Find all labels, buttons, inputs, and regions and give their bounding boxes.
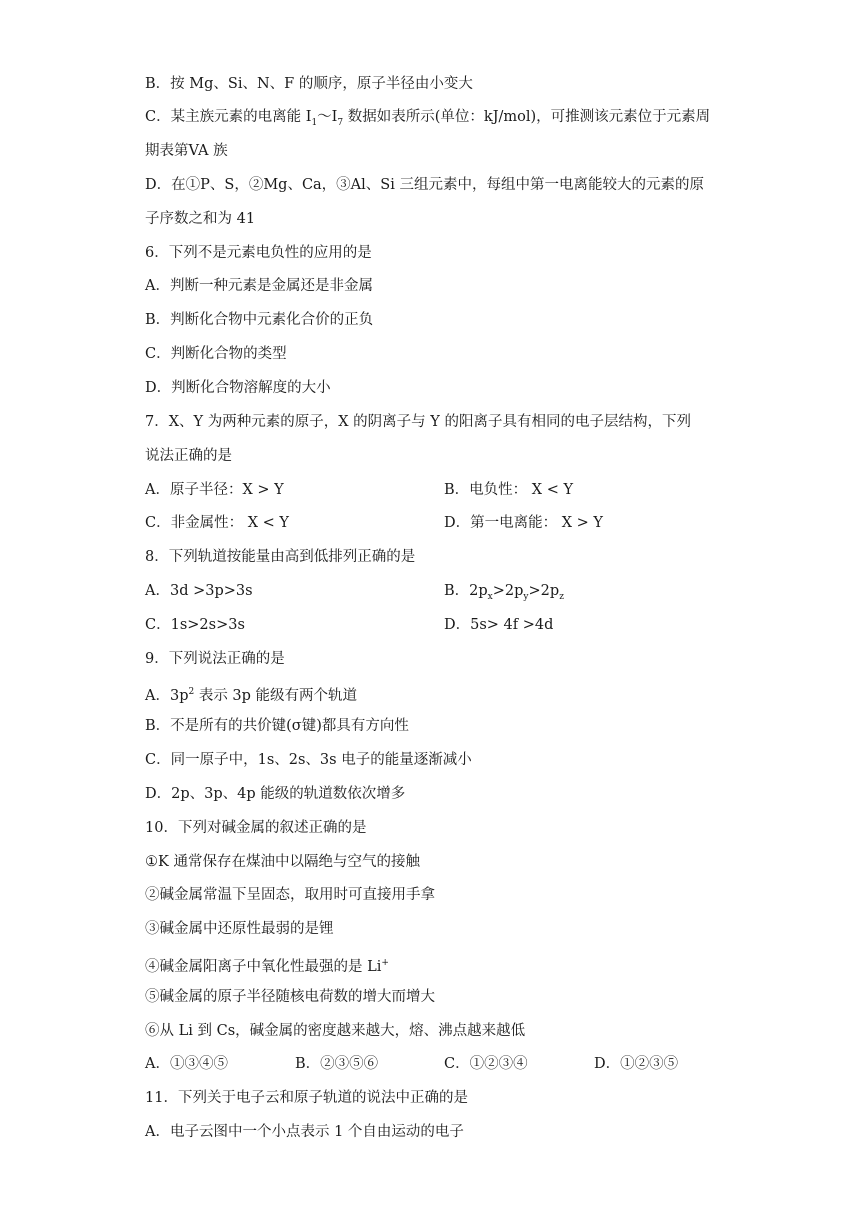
q6-option-c: C．判断化合物的类型 bbox=[145, 346, 287, 362]
q7-stem-line2: 说法正确的是 bbox=[145, 448, 232, 464]
q10-option-a: A．①③④⑤ bbox=[145, 1056, 228, 1072]
q10-stem: 10．下列对碱金属的叙述正确的是 bbox=[145, 820, 367, 836]
q9-option-c: C．同一原子中，1s、2s、3s 电子的能量逐渐减小 bbox=[145, 752, 472, 768]
q7-option-b: B．电负性： X < Y bbox=[444, 482, 574, 498]
q9-option-a: A．$3p^2$ 表示 3p 能级有两个轨道 bbox=[145, 687, 358, 704]
q7-option-d: D．第一电离能： X > Y bbox=[444, 515, 603, 531]
q7-option-a: A．原子半径：X > Y bbox=[145, 482, 284, 498]
q10-option-d: D．①②③⑤ bbox=[594, 1056, 679, 1072]
q10-statement-3: ③碱金属中还原性最弱的是锂 bbox=[145, 921, 334, 937]
q5-option-c-line2: 期表第VA 族 bbox=[145, 143, 228, 159]
q6-option-a: A．判断一种元素是金属还是非金属 bbox=[145, 278, 373, 294]
q9-option-d: D．2p、3p、4p 能级的轨道数依次增多 bbox=[145, 786, 406, 802]
q10-option-c: C．①②③④ bbox=[444, 1056, 528, 1072]
q5-option-c-line1: C．某主族元素的电离能 $I_1\sim I_7$ 数据如表所示(单位：kJ/mol)，可推测该元素位于元素周 bbox=[145, 109, 711, 128]
q8-option-a: A．3d >3p>3s bbox=[145, 583, 253, 599]
q9-stem: 9．下列说法正确的是 bbox=[145, 651, 285, 667]
q7-option-c: C．非金属性： X < Y bbox=[145, 515, 289, 531]
q10-option-b: B．②③⑤⑥ bbox=[295, 1056, 379, 1072]
q5-option-d-line2: 子序数之和为 41 bbox=[145, 211, 256, 227]
q8-stem: 8．下列轨道按能量由高到低排列正确的是 bbox=[145, 549, 416, 565]
q9-option-b: B．不是所有的共价键(σ键)都具有方向性 bbox=[145, 718, 409, 734]
q10-statement-2: ②碱金属常温下呈固态，取用时可直接用手拿 bbox=[145, 887, 435, 903]
q10-statement-1: ①K 通常保存在煤油中以隔绝与空气的接触 bbox=[145, 854, 420, 870]
q6-option-d: D．判断化合物溶解度的大小 bbox=[145, 380, 331, 396]
q5-option-b: B．按 Mg、Si、N、F 的顺序，原子半径由小变大 bbox=[145, 76, 473, 92]
q5-option-d-line1: D．在①P、S，②Mg、Ca，③Al、Si 三组元素中，每组中第一电离能较大的元素的原 bbox=[145, 177, 704, 193]
q10-statement-5: ⑤碱金属的原子半径随核电荷数的增大而增大 bbox=[145, 989, 435, 1005]
q8-option-d: D．5s> 4f >4d bbox=[444, 617, 554, 633]
q11-stem: 11．下列关于电子云和原子轨道的说法中正确的是 bbox=[145, 1090, 468, 1106]
q8-option-c: C．1s>2s>3s bbox=[145, 617, 245, 633]
q7-stem-line1: 7．X、Y 为两种元素的原子，X 的阴离子与 Y 的阳离子具有相同的电子层结构，下列 bbox=[145, 414, 691, 430]
q11-option-a: A．电子云图中一个小点表示 1 个自由运动的电子 bbox=[145, 1124, 464, 1140]
q8-option-b: B．$2p_x>2p_y>2p_z$ bbox=[444, 583, 564, 602]
q6-stem: 6．下列不是元素电负性的应用的是 bbox=[145, 245, 372, 261]
q10-statement-6: ⑥从 Li 到 Cs，碱金属的密度越来越大，熔、沸点越来越低 bbox=[145, 1023, 526, 1039]
q6-option-b: B．判断化合物中元素化合价的正负 bbox=[145, 312, 374, 328]
q10-statement-4: ④碱金属阳离子中氧化性最强的是 Li+ bbox=[145, 958, 389, 975]
